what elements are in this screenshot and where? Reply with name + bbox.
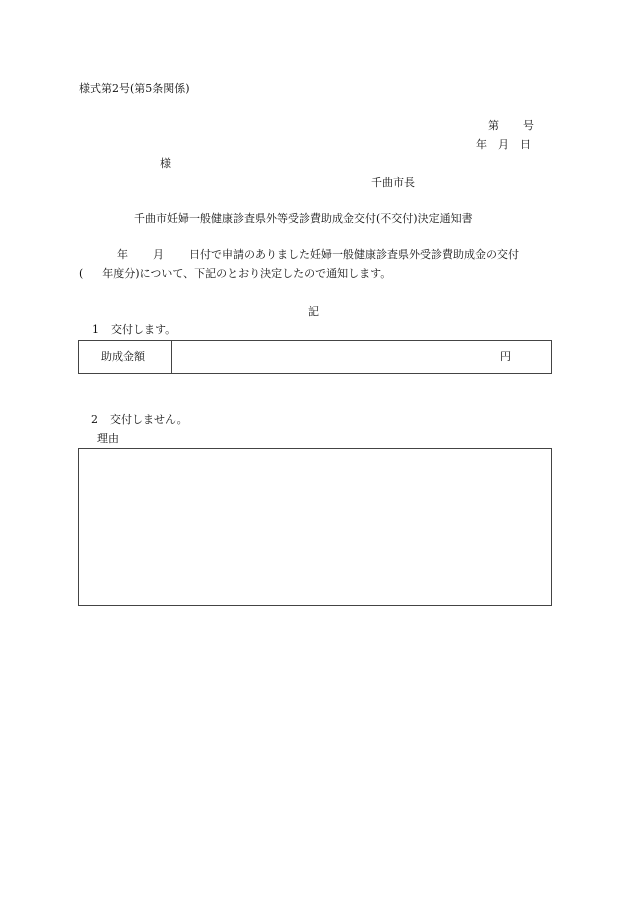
body-month: 月 <box>153 248 164 261</box>
amount-label: 助成金額 <box>101 350 145 363</box>
body-line-2 <box>79 267 391 281</box>
ki-heading: 記 <box>308 305 319 318</box>
amount-unit: 円 <box>500 350 511 363</box>
amount-table <box>78 340 552 374</box>
section-1-heading <box>92 323 176 337</box>
body-paren-open: ( <box>79 267 84 280</box>
section-2-heading <box>91 413 188 427</box>
reason-box <box>78 448 552 606</box>
amount-divider <box>171 341 172 373</box>
form-id: 様式第2号(第5条関係) <box>79 82 190 95</box>
body-line-1 <box>117 248 519 262</box>
document-title: 千曲市妊婦一般健康診査県外等受診費助成金交付(不交付)決定通知書 <box>134 212 473 225</box>
addressee-honorific: 様 <box>160 157 171 170</box>
doc-number <box>488 119 534 133</box>
reason-label: 理由 <box>97 432 119 445</box>
body-year: 年 <box>117 248 128 261</box>
section-2-label: 交付しません。 <box>110 413 188 426</box>
section-2-number: 2 <box>91 413 98 426</box>
date-day: 日 <box>520 138 531 151</box>
date-year: 年 <box>476 138 487 151</box>
issuer: 千曲市長 <box>371 176 415 189</box>
body-line-2-text: 年度分)について、下記のとおり決定したので通知します。 <box>102 267 392 280</box>
body-line-1-text: 日付で申請のありました妊婦一般健康診査県外受診費助成金の交付 <box>189 248 519 261</box>
doc-number-suffix: 号 <box>523 119 534 132</box>
section-1-label: 交付します。 <box>111 323 177 336</box>
section-1-number: 1 <box>92 323 99 336</box>
date-month: 月 <box>498 138 509 151</box>
doc-number-prefix: 第 <box>488 119 499 132</box>
issue-date <box>476 138 531 152</box>
